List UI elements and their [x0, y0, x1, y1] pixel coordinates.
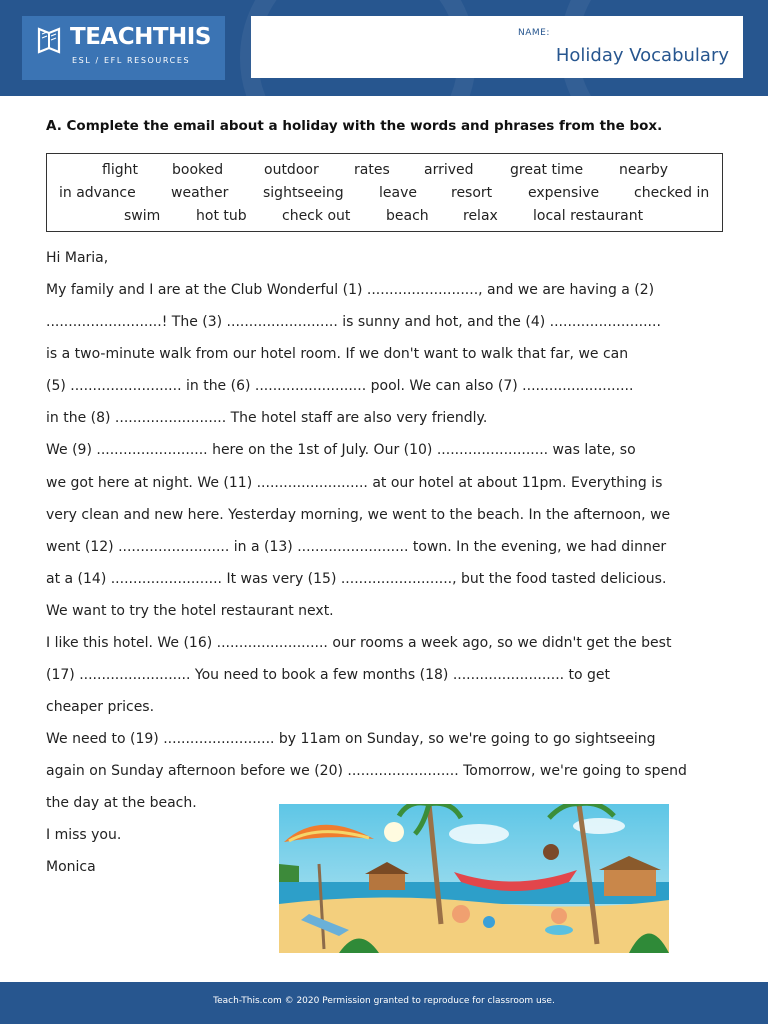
email-line: went (12) ......................... in a (13) ......................... town. In the evening, we had dinner: [46, 539, 667, 555]
brand-subtitle: ESL / EFL RESOURCES: [72, 56, 191, 65]
beach-illustration: [279, 804, 669, 953]
word-item: nearby: [619, 162, 668, 178]
teachthis-logo[interactable]: [22, 16, 225, 80]
word-item: great time: [510, 162, 584, 178]
email-signoff: I miss you.: [46, 827, 122, 843]
email-line: in the (8) ......................... The hotel staff are also very friendly.: [46, 410, 488, 426]
word-item: checked in: [634, 185, 710, 201]
email-line: (17) ......................... You need to book a few months (18) ......................... to get: [46, 667, 611, 683]
email-line: we got here at night. We (11) ......................... at our hotel at about 11pm. Everything is: [46, 475, 663, 491]
instruction-heading: A. Complete the email about a holiday with the words and phrases from the box.: [46, 118, 663, 134]
name-label: NAME:: [518, 28, 550, 38]
word-item: flight: [102, 162, 138, 178]
sun-icon: [384, 822, 404, 842]
page-footer: [0, 982, 768, 1024]
email-line: (5) ......................... in the (6) ......................... pool. We can also (7) .........................: [46, 378, 634, 394]
email-line: I like this hotel. We (16) ......................... our rooms a week ago, so we didn't get the best: [46, 635, 672, 651]
page-header: [0, 0, 768, 96]
word-item: swim: [124, 208, 161, 224]
email-signature: Monica: [46, 859, 96, 875]
word-item: rates: [354, 162, 390, 178]
email-line: is a two-minute walk from our hotel room. If we don't want to walk that far, we can: [46, 346, 629, 362]
word-item: leave: [379, 185, 417, 201]
worksheet-title: Holiday Vocabulary: [555, 45, 729, 66]
word-box: [46, 153, 723, 232]
email-line: cheaper prices.: [46, 699, 155, 715]
email-line: again on Sunday afternoon before we (20) ......................... Tomorrow, we're going to spend: [46, 763, 687, 779]
email-line: My family and I are at the Club Wonderful (1) ........................., and we are having a (2): [46, 282, 655, 298]
word-item: booked: [172, 162, 224, 178]
brand-name: TEACHTHIS: [70, 24, 211, 50]
word-item: expensive: [528, 185, 600, 201]
word-item: beach: [386, 208, 429, 224]
email-line: at a (14) ......................... It was very (15) ........................., but the food tasted delicious.: [46, 571, 667, 587]
copyright-text: Teach-This.com © 2020 Permission granted to reproduce for classroom use.: [213, 996, 555, 1006]
book-icon: [35, 26, 63, 56]
email-line: ..........................! The (3) ......................... is sunny and hot, and the (4) .........................: [46, 314, 661, 330]
email-line: We need to (19) ......................... by 11am on Sunday, so we're going to go sightseeing: [46, 731, 656, 747]
email-line: the day at the beach.: [46, 795, 197, 811]
email-line: We want to try the hotel restaurant next.: [46, 603, 334, 619]
name-box: [251, 16, 743, 78]
word-item: outdoor: [264, 162, 319, 178]
word-item: sightseeing: [263, 185, 344, 201]
word-item: weather: [171, 185, 229, 201]
word-item: local restaurant: [533, 208, 644, 224]
word-item: arrived: [424, 162, 474, 178]
word-item: hot tub: [196, 208, 247, 224]
word-item: resort: [451, 185, 493, 201]
word-item: in advance: [59, 185, 136, 201]
word-item: relax: [463, 208, 498, 224]
email-greeting: Hi Maria,: [46, 250, 109, 266]
word-item: check out: [282, 208, 351, 224]
email-line: very clean and new here. Yesterday morning, we went to the beach. In the afternoon, we: [46, 507, 671, 523]
email-line: We (9) ......................... here on the 1st of July. Our (10) ......................... was late, so: [46, 442, 636, 458]
